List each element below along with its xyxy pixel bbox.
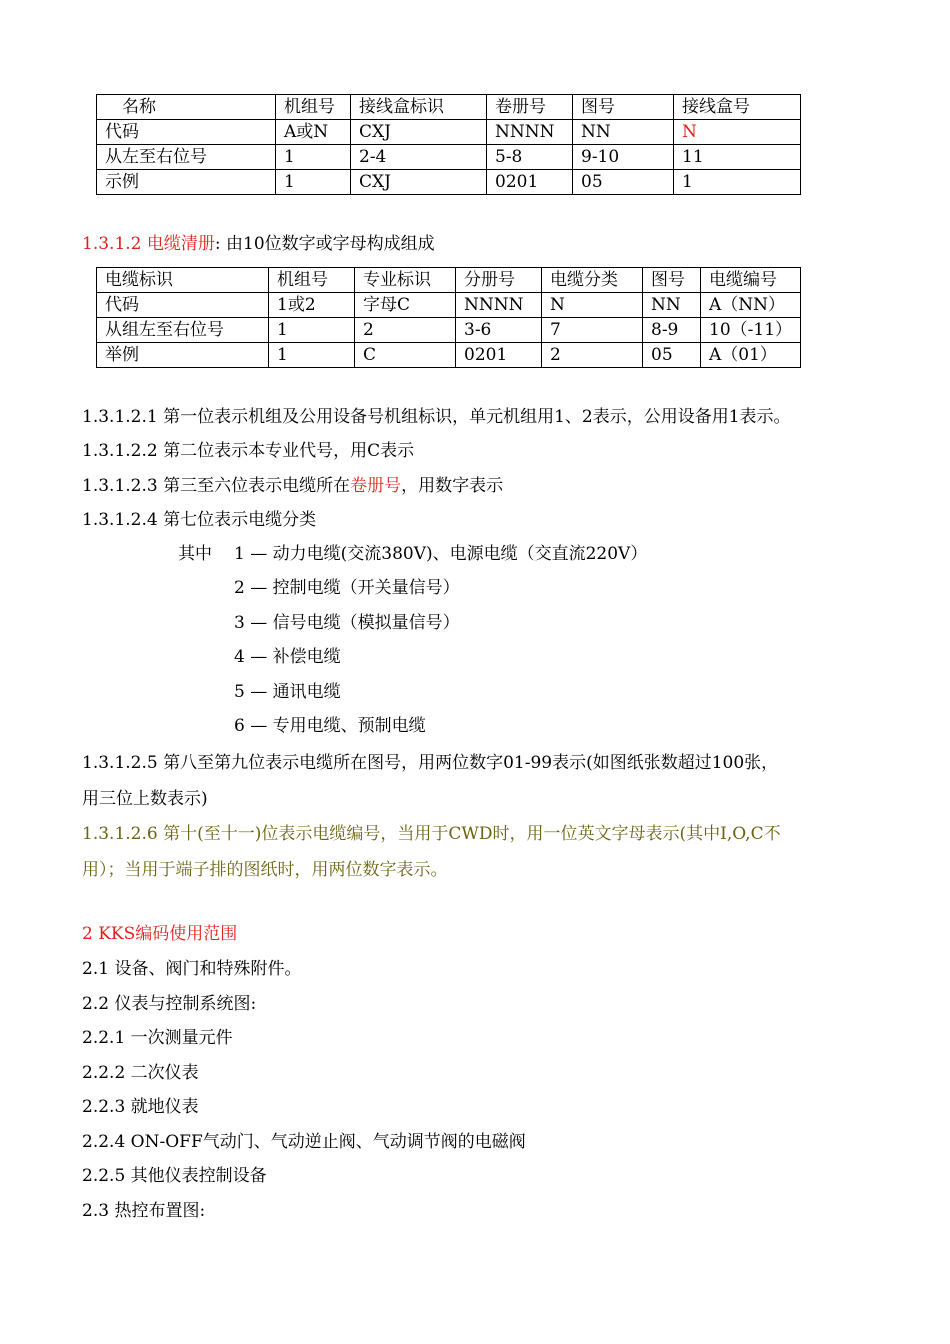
section-number: 1.3.1.2	[82, 234, 142, 254]
cable-type-item: 5 — 通讯电缆	[234, 681, 341, 702]
table-cell: CXJ	[351, 120, 487, 145]
table-cell: 3-6	[456, 318, 542, 343]
para-1312-4: 1.3.1.2.4 第七位表示电缆分类	[82, 510, 317, 530]
table-cell: 05	[643, 343, 701, 368]
table-cell: A（NN）	[701, 293, 801, 318]
table-cell: 图号	[643, 268, 701, 293]
table-cell: C	[355, 343, 456, 368]
table-row	[97, 318, 801, 343]
table-cell: 图号	[573, 95, 674, 120]
table-cell: 机组号	[276, 95, 351, 120]
usage-item: 2.2.1 一次测量元件	[82, 1028, 233, 1048]
table-cell: NNNN	[487, 120, 573, 145]
table-cell: 05	[573, 170, 674, 195]
table-cell: 8-9	[643, 318, 701, 343]
cable-type-intro: 其中	[178, 544, 212, 564]
cable-type-item: 6 — 专用电缆、预制电缆	[234, 716, 426, 736]
table-cell: 代码	[97, 293, 269, 318]
table-cell: A（01）	[701, 343, 801, 368]
para-1312-3	[82, 474, 503, 498]
table-cell: 示例	[97, 170, 276, 195]
usage-item: 2.2.3 就地仪表	[82, 1097, 199, 1117]
table-cell: 专业标识	[355, 268, 456, 293]
table-cell: 9-10	[573, 145, 674, 170]
cable-type-item: 1 — 动力电缆(交流380V)、电源电缆（交直流220V）	[234, 544, 648, 564]
table-cell: 1	[269, 318, 355, 343]
table-row	[97, 293, 801, 318]
table-cell: 2	[355, 318, 456, 343]
table-cell: N	[674, 120, 801, 145]
table-cell: 字母C	[355, 293, 456, 318]
table-cell: 从左至右位号	[97, 145, 276, 170]
table-cell: 机组号	[269, 268, 355, 293]
table-row	[97, 145, 801, 170]
section-1312-heading	[82, 232, 435, 256]
table-row	[97, 170, 801, 195]
table-row	[97, 343, 801, 368]
para-1312-6-a: 1.3.1.2.6 第十(至十一)位表示电缆编号，当用于CWD时，用一位英文字母表示(其中I,O,C不	[82, 824, 781, 844]
section-2-heading: 2 KKS编码使用范围	[82, 924, 238, 944]
cable-type-item: 2 — 控制电缆（开关量信号）	[234, 578, 460, 599]
table-cell: NNNN	[456, 293, 542, 318]
table-row	[97, 268, 801, 293]
table-cell: 1或2	[269, 293, 355, 318]
para-1312-3-a: 1.3.1.2.3 第三至六位表示电缆所在	[82, 476, 351, 496]
table-cell: 1	[269, 343, 355, 368]
usage-item: 2.2.2 二次仪表	[82, 1062, 199, 1083]
table-cell: A或N	[276, 120, 351, 145]
para-1312-3-highlight: 卷册号	[350, 476, 402, 496]
table-cell: 接线盒标识	[351, 95, 487, 120]
para-1312-3-c: ，用数字表示	[401, 476, 504, 496]
table-cell: 7	[542, 318, 643, 343]
table-cell: 电缆分类	[542, 268, 643, 293]
table-row	[97, 95, 801, 120]
section-title: 电缆清册	[146, 234, 215, 254]
table-cell: 11	[674, 145, 801, 170]
table-cell: 2	[542, 343, 643, 368]
table-cell: 电缆编号	[701, 268, 801, 293]
table-cell: 电缆标识	[97, 268, 269, 293]
para-1312-5-a: 1.3.1.2.5 第八至第九位表示电缆所在图号，用两位数字01-99表示(如图纸张数超过100张，	[82, 753, 779, 773]
table-cell: 代码	[97, 120, 276, 145]
usage-item: 2.2.4 ON-OFF气动门、气动逆止阀、气动调节阀的电磁阀	[82, 1131, 526, 1152]
table-cell: NN	[573, 120, 674, 145]
section-desc: : 由10位数字或字母构成组成	[214, 234, 435, 254]
table-cell: 从组左至右位号	[97, 318, 269, 343]
para-1312-6-b: 用）；当用于端子排的图纸时，用两位数字表示。	[82, 860, 448, 880]
cable-code-table	[96, 267, 801, 368]
table-cell: 5-8	[487, 145, 573, 170]
table-cell: 0201	[487, 170, 573, 195]
table-cell: 名称	[97, 95, 276, 120]
junction-box-code-table	[96, 94, 801, 195]
table-cell: 接线盒号	[674, 95, 801, 120]
para-1312-5-b: 用三位上数表示)	[82, 789, 208, 809]
table-cell: 2-4	[351, 145, 487, 170]
cable-type-item: 4 — 补偿电缆	[234, 647, 341, 668]
usage-item: 2.3 热控布置图:	[82, 1200, 206, 1221]
table-cell: NN	[643, 293, 701, 318]
table-cell: CXJ	[351, 170, 487, 195]
table-cell: N	[542, 293, 643, 318]
table-cell: 0201	[456, 343, 542, 368]
table-cell: 举例	[97, 343, 269, 368]
table-cell: 1	[276, 145, 351, 170]
table-cell: 分册号	[456, 268, 542, 293]
table-cell: 卷册号	[487, 95, 573, 120]
table-cell: 1	[674, 170, 801, 195]
usage-item: 2.2 仪表与控制系统图:	[82, 993, 257, 1014]
para-1312-2: 1.3.1.2.2 第二位表示本专业代号，用C表示	[82, 441, 415, 461]
table-cell: 10（-11）	[701, 318, 801, 343]
usage-item: 2.2.5 其他仪表控制设备	[82, 1166, 267, 1186]
table-cell: 1	[276, 170, 351, 195]
cable-type-item: 3 — 信号电缆（模拟量信号）	[234, 612, 460, 633]
usage-item: 2.1 设备、阀门和特殊附件。	[82, 959, 302, 979]
table-row	[97, 120, 801, 145]
para-1312-1: 1.3.1.2.1 第一位表示机组及公用设备号机组标识，单元机组用1、2表示，公用设备用1表示。	[82, 407, 791, 427]
